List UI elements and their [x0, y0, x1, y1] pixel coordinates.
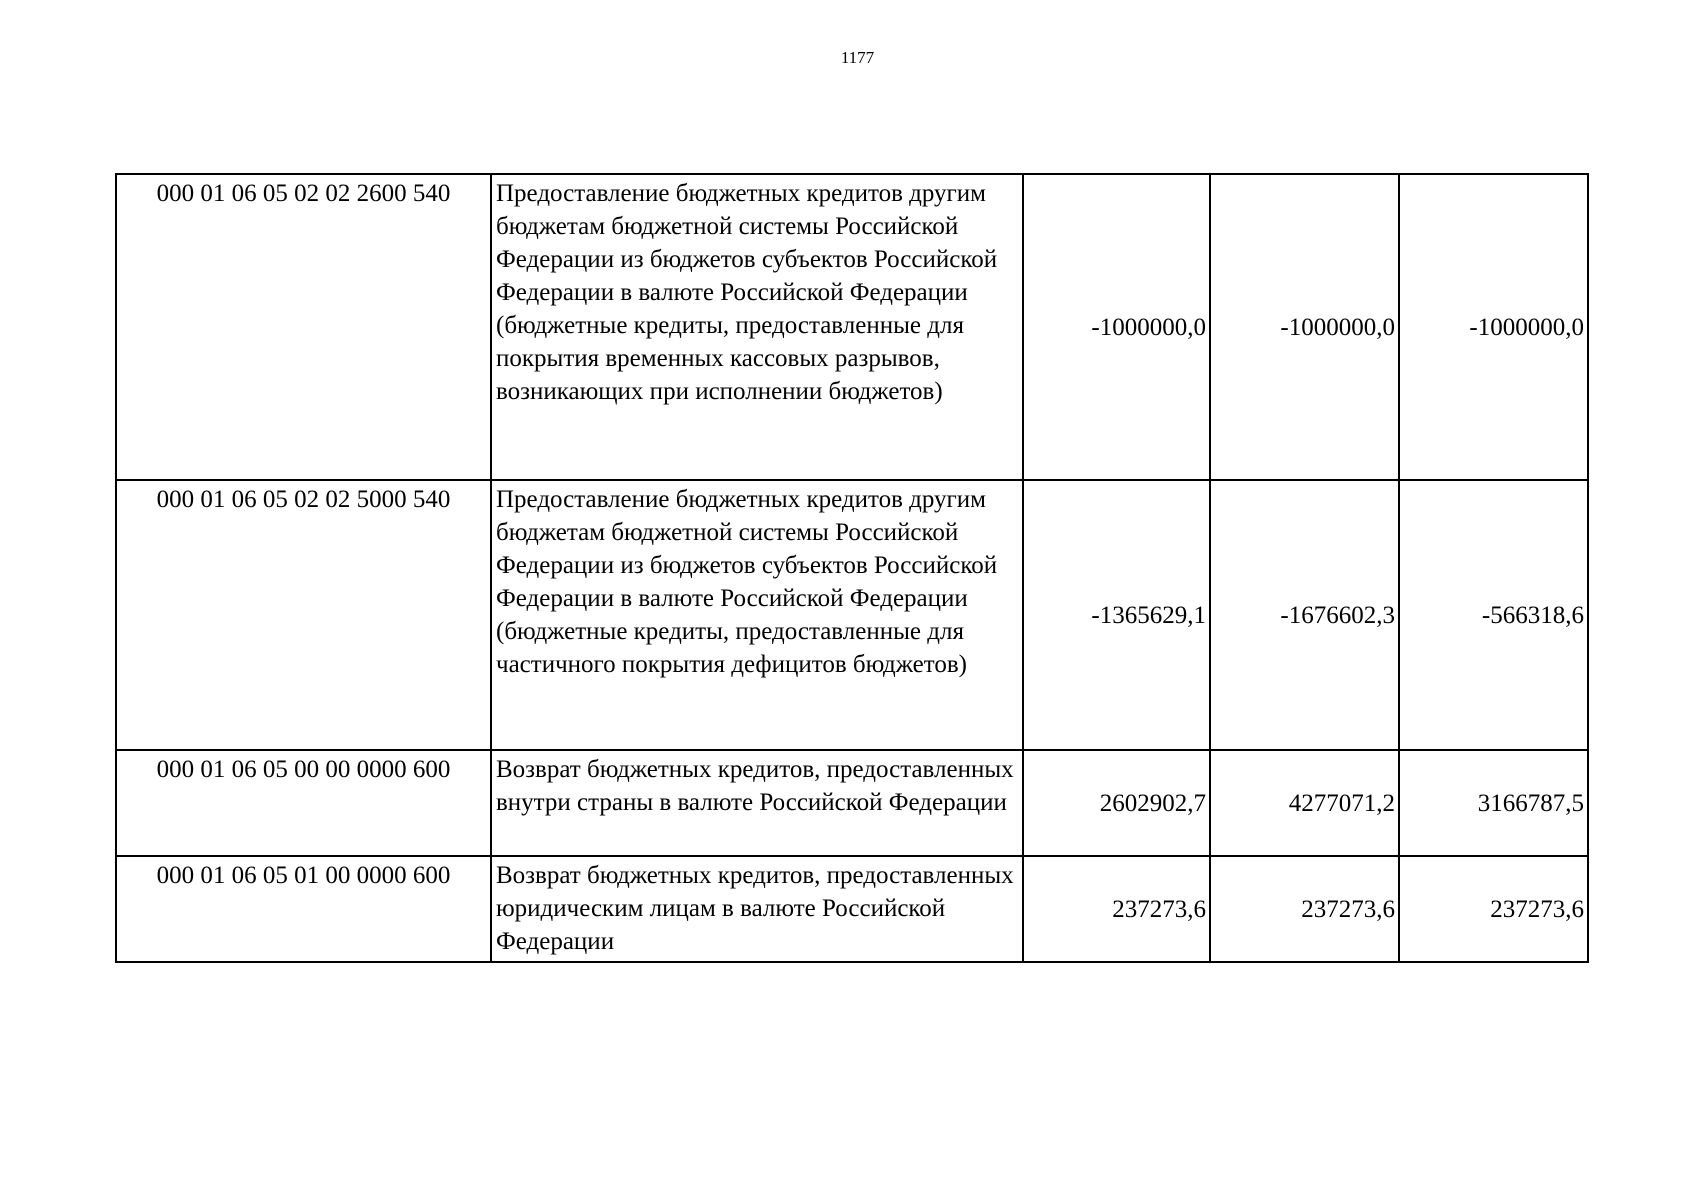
description-cell: Возврат бюджетных кредитов, предоставленных внутри страны в валюте Российской Федерации: [491, 750, 1023, 856]
table-row: [116, 480, 1588, 750]
page-number: 1177: [840, 48, 875, 67]
table-row: [116, 174, 1588, 480]
budget-code-cell: 000 01 06 05 02 02 5000 540: [116, 480, 491, 750]
amount-cell-year-1: -1000000,0: [1023, 174, 1210, 480]
amount-cell-year-1: 237273,6: [1023, 856, 1210, 962]
description-cell: Возврат бюджетных кредитов, предоставленных юридическим лицам в валюте Российской Федерации: [491, 856, 1023, 962]
amount-cell-year-1: -1365629,1: [1023, 480, 1210, 750]
amount-cell-year-2: -1000000,0: [1210, 174, 1399, 480]
budget-code-cell: 000 01 06 05 01 00 0000 600: [116, 856, 491, 962]
amount-cell-year-2: -1676602,3: [1210, 480, 1399, 750]
amount-cell-year-3: 237273,6: [1399, 856, 1588, 962]
amount-cell-year-2: 237273,6: [1210, 856, 1399, 962]
amount-cell-year-3: -566318,6: [1399, 480, 1588, 750]
description-cell: Предоставление бюджетных кредитов другим бюджетам бюджетной системы Российской Федерации из бюджетов субъектов Российской Федерации в валюте Российской Федерации (бюджетные кредиты, предоставленные для частичного покрытия дефицитов бюджетов): [491, 480, 1023, 750]
description-cell: Предоставление бюджетных кредитов другим бюджетам бюджетной системы Российской Федерации из бюджетов субъектов Российской Федерации в валюте Российской Федерации (бюджетные кредиты, предоставленные для покрытия временных кассовых разрывов, возникающих при исполнении бюджетов): [491, 174, 1023, 480]
amount-cell-year-1: 2602902,7: [1023, 750, 1210, 856]
budget-code-cell: 000 01 06 05 02 02 2600 540: [116, 174, 491, 480]
table-row: [116, 856, 1588, 962]
table-row: [116, 750, 1588, 856]
amount-cell-year-3: -1000000,0: [1399, 174, 1588, 480]
budget-code-cell: 000 01 06 05 00 00 0000 600: [116, 750, 491, 856]
amount-cell-year-3: 3166787,5: [1399, 750, 1588, 856]
budget-sources-table: [115, 173, 1589, 963]
amount-cell-year-2: 4277071,2: [1210, 750, 1399, 856]
